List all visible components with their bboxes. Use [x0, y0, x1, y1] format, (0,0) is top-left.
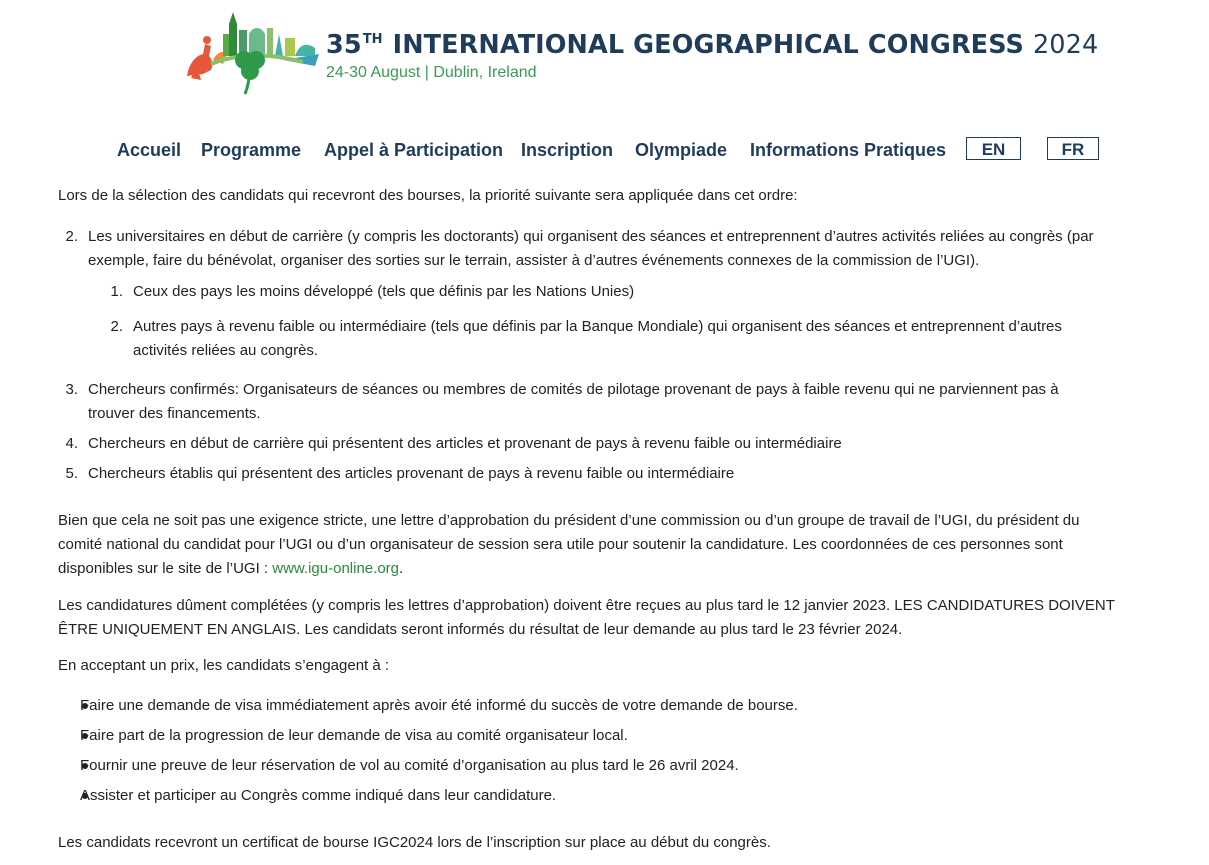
closing-text: Les candidats recevront un certificat de bourse IGC2024 lors de l’inscription sur place au début du congrès.: [58, 834, 771, 851]
paragraph-line: Les candidatures dûment complétées (y compris les lettres d’approbation) doivent être reçues au plus tard le 12 janvier 2023. LES CANDIDATURES DOIVENT: [58, 597, 1115, 614]
nav-accueil[interactable]: Accueil: [117, 140, 182, 160]
bullet-text: Faire une demande de visa immédiatement après avoir été informé du succès de votre demande de bourse.: [80, 697, 798, 714]
list-item-line: Les universitaires en début de carrière (y compris les doctorants) qui organisent des séances et entreprennent d’autres activités reliées au congrès (par: [88, 228, 1094, 245]
title-number: 35: [326, 30, 362, 60]
bullet-text: Fournir une preuve de leur réservation de vol au comité d’organisation au plus tard le 26 avril 2024.: [80, 757, 739, 774]
title-main: INTERNATIONAL GEOGRAPHICAL CONGRESS: [383, 30, 1033, 60]
paragraph-line: comité national du candidat pour l’UGI ou d’un organisateur de session sera utile pour soutenir la candidature. Les coordonnées de ces personnes sont: [58, 536, 1063, 553]
commitment-intro: En acceptant un prix, les candidats s’engagent à :: [58, 657, 390, 674]
igu-website-link[interactable]: www.igu-online.org: [272, 560, 399, 577]
congress-subtitle: 24-30 August | Dublin, Ireland: [326, 64, 537, 81]
list-item-line: activités reliées au congrès.: [133, 342, 319, 359]
list-number: 4.: [65, 435, 78, 452]
list-item-line: Chercheurs en début de carrière qui présentent des articles et provenant de pays à revenu faible ou intermédiaire: [88, 435, 842, 452]
list-number: 5.: [65, 465, 78, 482]
lang-en-button[interactable]: EN: [966, 137, 1021, 160]
paragraph-line: ÊTRE UNIQUEMENT EN ANGLAIS. Les candidats seront informés du résultat de leur demande au plus tard le 23 février 2024.: [58, 621, 903, 638]
nav-inscription[interactable]: Inscription: [521, 140, 614, 160]
nav-informations-pratiques[interactable]: Informations Pratiques: [750, 140, 947, 160]
nav-appel-participation[interactable]: Appel à Participation: [324, 140, 504, 160]
list-item-line: Chercheurs établis qui présentent des articles provenant de pays à revenu faible ou intermédiaire: [88, 465, 735, 482]
site-header: [0, 0, 1209, 105]
nav-olympiade[interactable]: Olympiade: [635, 140, 728, 160]
list-item-line: trouver des financements.: [88, 405, 261, 422]
intro-text: Lors de la sélection des candidats qui recevront des bourses, la priorité suivante sera appliquée dans cet ordre:: [58, 187, 798, 204]
main-nav: [0, 137, 1209, 163]
nav-programme[interactable]: Programme: [201, 140, 302, 160]
list-item-line: exemple, faire du bénévolat, organiser des sorties sur le terrain, assister à d’autres événements connexes de la commission de l’UGI).: [88, 252, 980, 269]
paragraph-line: Bien que cela ne soit pas une exigence stricte, une lettre d’approbation du président d’une commission ou d’un groupe de travail de l’UGI, du président du: [58, 512, 1080, 529]
lang-fr-button[interactable]: FR: [1047, 137, 1099, 160]
list-number: 1.: [110, 283, 123, 300]
list-number: 3.: [65, 381, 78, 398]
list-item-line: Autres pays à revenu faible ou intermédiaire (tels que définis par la Banque Mondiale) qui organisent des séances et entreprennent d’autres: [133, 318, 1062, 335]
list-number: 2.: [110, 318, 123, 335]
congress-logo-icon[interactable]: [183, 4, 319, 96]
congress-title: [326, 30, 1098, 60]
bullet-text: Faire part de la progression de leur demande de visa au comité organisateur local.: [80, 727, 628, 744]
list-item-line: Chercheurs confirmés: Organisateurs de séances ou membres de comités de pilotage provenant de pays à faible revenu qui ne parviennent pas à: [88, 381, 1059, 398]
list-number: 2.: [65, 228, 78, 245]
title-year: 2024: [1032, 30, 1099, 60]
title-ordinal: TH: [362, 32, 383, 47]
bullet-text: Assister et participer au Congrès comme indiqué dans leur candidature.: [80, 787, 557, 804]
paragraph-end: .: [399, 560, 404, 577]
paragraph-text: disponibles sur le site de l’UGI :: [58, 560, 273, 577]
paragraph-line: [58, 557, 403, 581]
list-item-line: Ceux des pays les moins développé (tels que définis par les Nations Unies): [133, 283, 635, 300]
